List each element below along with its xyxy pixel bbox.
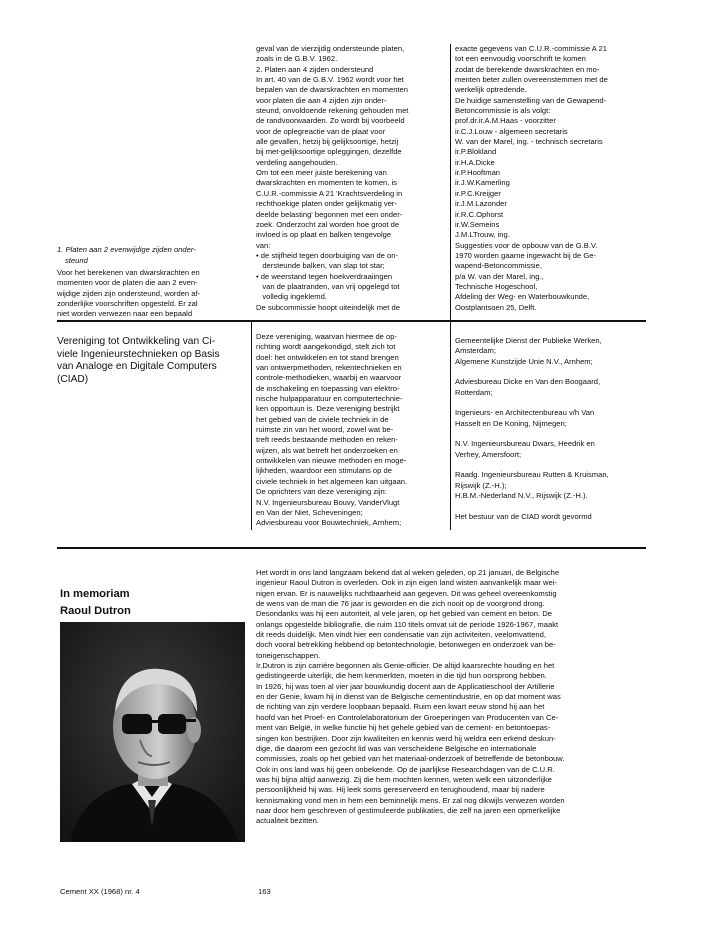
section-divider-1 xyxy=(57,320,646,322)
column-rule-3 xyxy=(450,322,451,530)
portrait-illustration xyxy=(60,622,245,842)
caption-title-line1: 1. Platen aan 2 evenwijdige zijden onder- xyxy=(57,245,196,254)
ciad-column-2: Deze vereniging, waarvan hiermee de op- richting wordt aangekondigd, stelt zich tot doel: het ontwikkelen en tot stand brengen van ontwerpmethoden, rekentechnieken en controle-methodieken, waarbij en waarvoor de inschakeling en toepassing van elektro- nische hulpapparatuur en computertechnie- ken opportuun is. Deze vereniging bestrijkt het gebied van de civiele techniek in de ruimste zin van het woord, zowel wat be- treft reeds bestaande methoden en reken- wijzen, als wat betreft het onderzoeken en ontwikkelen van nieuwe methoden en moge- lijkheden, waardoor een stimulans op de civiele techniek in het algemeen kan uitgaan. De oprichters van deze vereniging zijn: N.V. Ingenieursbureau Bouvy, VanderVlugt en Van der Niet, Scheveningen; Adviesbureau voor Bouwtechniek, Arnhem; xyxy=(256,332,408,528)
memoriam-title-line1: In memoriam xyxy=(60,588,130,600)
ciad-column-3: Gemeentelijke Dienst der Publieke Werken, Amsterdam; Algemene Kunstzijde Unie N.V., Arnhem; Adviesbureau Dicke en Van den Boogaard, Rotterdam; Ingenieurs- en Architectenbureau v/h Van Hasselt en De Koning, Nijmegen; N.V. Ingenieursbureau Dwars, Heedrik en Verhey, Amersfoort; Raadg. Ingenieursbureau Rutten & Kruisman, Rijswijk (Z.-H.); H.B.M.-Nederland N.V., Rijswijk (Z.-H.). Het bestuur van de CIAD wordt gevormd xyxy=(455,336,609,521)
column-rule-1 xyxy=(450,44,451,320)
page-number: 163 xyxy=(258,887,271,896)
column-rule-2 xyxy=(251,322,252,530)
memoriam-text: Het wordt in ons land langzaam bekend dat al weken geleden, op 21 januari, de Belgische ingenieur Raoul Dutron is overleden. Ook in zijn eigen land wisten aanvankelijk maar wei- nigen ervan. Er is nauwelijks ruchtbaarheid aan gegeven. Dit was geheel overeenkomstig de wens van de man die 76 jaar is geworden en die zich nooit op de voorgrond drong. Desondanks was hij een autoriteit, al vele jaren, op het gebied van cement en beton. De onlangs opgestelde bibliografie, die ruim 110 titels omvat uit de periode 1926-1967, maakt dit reeds duidelijk. Men vindt hier een condensatie van zijn activiteiten, veelomvattend, doch vooral betrekking hebbend op betontechnologie, betonwegen en onderzoek van be- toneigenschappen. Ir.Dutron is zijn carrière begonnen als Genie-officier. De altijd kaarsrechte houding en het gedistingeerde uiterlijk, die hem kenmerkten, moeten in die tijd hun oorsprong hebben. In 1926, hij was toen al vier jaar bouwkundig docent aan de Applicatieschool der Artillerie en der Genie, kwam hij in dienst van de Belgische cementindustrie, en op dat moment was de richting van zijn verdere loopbaan bepaald. Ruim een kwart eeuw stond hij aan het hoofd van het Proef- en Controlelaboratorium der Groeperingen van Producenten van Ce- ment van België, in welke functie hij het gehele gebied van de cement- en betontoepas- singen kon bestrijken. Door zijn kwaliteiten en kennis werd hij weldra een erkend deskun- dige, die daarom een gezocht lid was van verscheidene Belgische en internationale commissies, zoals op het gebied van het materiaal-onderzoek of betreffende de betonbouw. Ook in ons land was hij geen onbekende. Op de jaarlijkse Researchdagen van de C.U.R. was hij bijna altijd aanwezig. Zij die hem mochten kennen, weten welk een uitzonderlijke persoonlijkheid hij was. Hij leek soms gereserveerd en terughoudend, maar bij nadere kennismaking vond men in hem een beminnelijk mens. Er zal nog dikwijls verwezen worden naar door hem geschreven of gestimuleerde publikaties, die zelf na jaren een opmerkelijke actualiteit bezitten. xyxy=(256,568,565,826)
figure-caption xyxy=(57,245,243,266)
caption-title-line2: steund xyxy=(65,255,88,265)
portrait-photo xyxy=(60,622,245,842)
memoriam-title-line2: Raoul Dutron xyxy=(60,604,131,617)
caption-text: Voor het berekenen van dwarskrachten en momenten voor de platen die aan 2 even- wijdige zijden zijn ondersteund, worden af- zonderlijke voorschriften opgesteld. Er zal niet worden verwezen naar een bepaald xyxy=(57,268,201,319)
ciad-heading: Vereniging tot Ontwikkeling van Ci- viele Ingenieurstechnieken op Basis van Analoge en Digitale Computers (CIAD) xyxy=(57,336,220,385)
top-column-2: geval van de vierzijdig ondersteunde platen, zoals in de G.B.V. 1962. 2. Platen aan 4 zijden ondersteund In art. 40 van de G.B.V. 1962 wordt voor het bepalen van de dwarskrachten en momenten voor platen die aan 4 zijden zijn onder- steund, onvoldoende rekening gehouden met de randvoorwaarden. Zo wordt bij voorbeeld voor de oplegreactie van de plaat voor alle gevallen, hetzij bij gelijksoortige, hetzij bij met-gelijksoortige opleggingen, dezelfde verdeling aangehouden. Om tot een meer juiste berekening van dwarskrachten en momenten te komen, is C.U.R.-commissie A 21 'Krachtsverdeling in rechthoekige platen onder gelijkmatig ver- deelde belasting' begonnen met een onder- zoek. Onderzocht zal worden hoe groot de invloed is op plaat en balken tengevolge van: • de stijfheid tegen doorbuiging van de on- dersteunde balken, van slap tot star; • de weerstand tegen hoekverdraaiingen van de plaatranden, van vrij opgelegd tot volledig ingeklemd. De subcommissie hoopt uiteindelijk met de xyxy=(256,44,409,312)
memoriam-title xyxy=(60,586,131,619)
journal-reference: Cement XX (1968) nr. 4 xyxy=(60,887,140,896)
section-divider-2 xyxy=(57,547,646,549)
top-column-3: exacte gegevens van C.U.R.-commissie A 21 tot een eenvoudig voorschrift te komen zodat de berekende dwarskrachten en mo- menten beter zullen overeenstemmen met de werkelijk optredende. De huidige samenstelling van de Gewapend- Betoncommissie is als volgt: prof.dr.ir.A.M.Haas - voorzitter ir.C.J.Louw - algemeen secretaris W. van der Marel, ing. - technisch secretaris ir.P.Blokland ir.H.A.Dicke ir.P.Hooftman ir.J.W.Kamerling ir.P.C.Kreijger ir.J.M.Lazonder ir.R.C.Ophorst ir.W.Semeins J.M.LTrouw, ing. Suggesties voor de opbouw van de G.B.V. 1970 worden gaarne ingewacht bij de Ge- wapend-Betoncommissie, p/a W. van der Marel, ing., Technische Hogeschool, Afdeling der Weg- en Waterbouwkunde, Oostplantsoen 25, Delft. xyxy=(455,44,608,312)
